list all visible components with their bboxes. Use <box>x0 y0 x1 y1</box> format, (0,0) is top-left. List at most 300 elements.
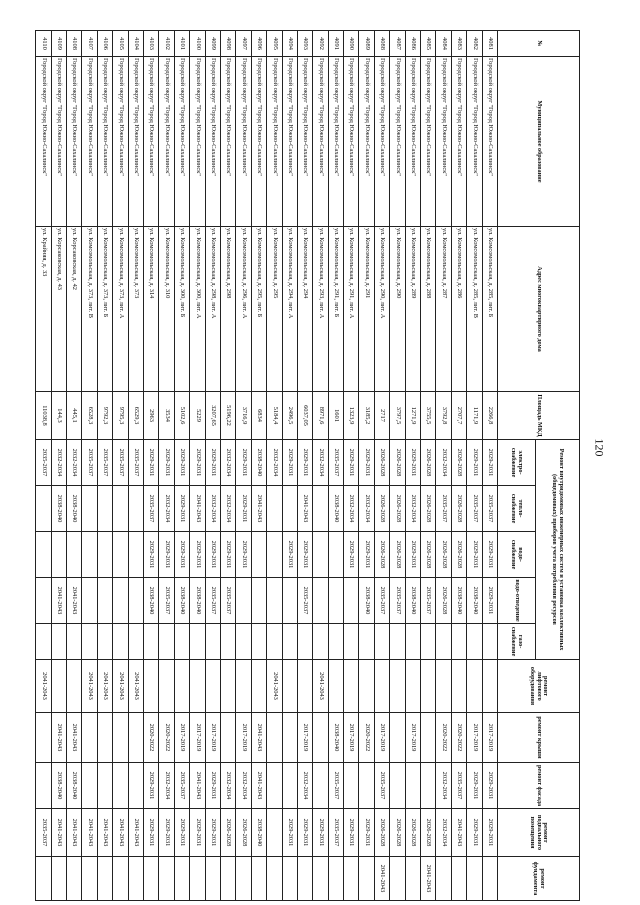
cell-foundation <box>159 857 174 901</box>
cell-roof: 2017-2019 <box>374 713 389 763</box>
cell-roof: 2017-2019 <box>297 713 312 763</box>
cell-heat <box>97 486 112 532</box>
cell-num: 4103 <box>144 31 159 57</box>
cell-drain: 2038-2040 <box>359 578 374 624</box>
cell-roof <box>282 713 297 763</box>
cell-heat: 2032-2034 <box>344 486 359 532</box>
cell-municipality: Городской округ "Город Южно-Сахалинск" <box>328 57 343 227</box>
cell-num: 4109 <box>51 31 66 57</box>
cell-basement: 2029-2031 <box>282 809 297 857</box>
cell-address: ул. Корсаковская, д. 42 <box>67 227 82 392</box>
cell-water: 2029-2031 <box>236 532 251 578</box>
header-gas: газо-снабжение <box>498 624 536 660</box>
cell-roof: 2020-2022 <box>159 713 174 763</box>
cell-gas <box>267 624 282 660</box>
cell-num: 4107 <box>82 31 97 57</box>
cell-num: 4101 <box>174 31 189 57</box>
cell-water <box>128 532 143 578</box>
header-facade: ремонт фасада <box>498 763 580 809</box>
cell-roof <box>421 713 436 763</box>
cell-lift <box>51 660 66 713</box>
cell-drain: 2041-2043 <box>51 578 66 624</box>
cell-area: 3207,65 <box>205 392 220 440</box>
cell-electro: 2032-2034 <box>267 440 282 486</box>
cell-foundation <box>344 857 359 901</box>
cell-roof <box>128 713 143 763</box>
cell-lift <box>144 660 159 713</box>
cell-gas <box>344 624 359 660</box>
header-water: водо-снабжение <box>498 532 536 578</box>
cell-municipality: Городской округ "Город Южно-Сахалинск" <box>344 57 359 227</box>
cell-gas <box>67 624 82 660</box>
cell-water <box>36 532 51 578</box>
cell-municipality: Городской округ "Город Южно-Сахалинск" <box>297 57 312 227</box>
cell-water <box>251 532 266 578</box>
cell-roof <box>82 713 97 763</box>
cell-municipality: Городской округ "Город Южно-Сахалинск" <box>267 57 282 227</box>
cell-basement: 2032-2034 <box>436 809 451 857</box>
cell-facade: 2035-2037 <box>328 763 343 809</box>
cell-municipality: Городской округ "Город Южно-Сахалинск" <box>313 57 328 227</box>
cell-area: 2963 <box>144 392 159 440</box>
cell-num: 4095 <box>267 31 282 57</box>
cell-facade <box>113 763 128 809</box>
cell-foundation <box>144 857 159 901</box>
cell-heat: 2035-2037 <box>482 486 497 532</box>
cell-heat: 2032-2034 <box>359 486 374 532</box>
cell-lift <box>421 660 436 713</box>
cell-heat: 2032-2034 <box>405 486 420 532</box>
cell-basement: 2029-2031 <box>359 809 374 857</box>
cell-drain: 2029-2031 <box>482 578 497 624</box>
cell-lift <box>190 660 205 713</box>
cell-municipality: Городской округ "Город Южно-Сахалинск" <box>451 57 466 227</box>
cell-num: 4089 <box>359 31 374 57</box>
cell-water: 2029-2031 <box>282 532 297 578</box>
cell-basement: 2041-2043 <box>51 809 66 857</box>
cell-municipality: Городской округ "Город Южно-Сахалинск" <box>251 57 266 227</box>
cell-lift: 2041-2043 <box>36 660 51 713</box>
cell-electro: 2035-2037 <box>113 440 128 486</box>
cell-gas <box>451 624 466 660</box>
cell-foundation <box>282 857 297 901</box>
cell-lift <box>205 660 220 713</box>
cell-drain: 2041-2043 <box>67 578 82 624</box>
cell-num: 4100 <box>190 31 205 57</box>
table-row <box>313 31 328 901</box>
cell-electro: 2035-2037 <box>36 440 51 486</box>
cell-roof: 2020-2022 <box>436 713 451 763</box>
cell-roof <box>390 713 405 763</box>
cell-roof <box>313 713 328 763</box>
cell-gas <box>390 624 405 660</box>
cell-lift <box>251 660 266 713</box>
cell-gas <box>220 624 235 660</box>
cell-lift <box>297 660 312 713</box>
cell-address: ул. Комсомольская, д. 285, лит. В <box>467 227 482 392</box>
cell-heat: 2041-2043 <box>190 486 205 532</box>
table-row <box>451 31 466 901</box>
cell-roof: 2020-2022 <box>451 713 466 763</box>
cell-municipality: Городской округ "Город Южно-Сахалинск" <box>405 57 420 227</box>
table-row <box>159 31 174 901</box>
cell-facade <box>344 763 359 809</box>
cell-heat <box>128 486 143 532</box>
cell-lift <box>159 660 174 713</box>
cell-address: ул. Комсомольская, д. 289 <box>405 227 420 392</box>
cell-address: ул. Комсомольская, д. 291 <box>359 227 374 392</box>
cell-roof: 2017-2019 <box>236 713 251 763</box>
cell-address: ул. Комсомольская, д. 373, лит. А <box>113 227 128 392</box>
cell-municipality: Городской округ "Город Южно-Сахалинск" <box>236 57 251 227</box>
cell-address: ул. Комсомольская, д. 291, лит. А <box>344 227 359 392</box>
cell-foundation <box>482 857 497 901</box>
cell-drain: 2035-2037 <box>159 578 174 624</box>
cell-address: ул. Комсомольская, д. 290 <box>390 227 405 392</box>
cell-water: 2029-2031 <box>359 532 374 578</box>
cell-num: 4104 <box>128 31 143 57</box>
cell-gas <box>113 624 128 660</box>
cell-foundation <box>190 857 205 901</box>
cell-heat <box>82 486 97 532</box>
cell-area: 5102,6 <box>174 392 189 440</box>
cell-area: 6528,3 <box>82 392 97 440</box>
cell-area: 5229 <box>190 392 205 440</box>
cell-basement: 2029-2031 <box>174 809 189 857</box>
cell-num: 4108 <box>67 31 82 57</box>
cell-water: 2029-2031 <box>482 532 497 578</box>
cell-lift <box>467 660 482 713</box>
cell-area: 1171,9 <box>467 392 482 440</box>
document-sheet <box>40 30 580 900</box>
cell-water: 2026-2028 <box>451 532 466 578</box>
cell-drain: 2038-2040 <box>144 578 159 624</box>
cell-basement: 2035-2037 <box>328 809 343 857</box>
cell-water: 2026-2028 <box>374 532 389 578</box>
cell-num: 4110 <box>36 31 51 57</box>
cell-basement <box>267 809 282 857</box>
cell-foundation <box>405 857 420 901</box>
cell-water: 2029-2031 <box>205 532 220 578</box>
cell-num: 4105 <box>113 31 128 57</box>
cell-num: 4097 <box>236 31 251 57</box>
cell-drain: 2035-2037 <box>220 578 235 624</box>
cell-heat <box>267 486 282 532</box>
cell-municipality: Городской округ "Город Южно-Сахалинск" <box>144 57 159 227</box>
cell-gas <box>313 624 328 660</box>
cell-facade <box>405 763 420 809</box>
cell-basement: 2029-2031 <box>297 809 312 857</box>
table-row <box>174 31 189 901</box>
cell-heat: 2032-2034 <box>159 486 174 532</box>
cell-address: ул. Комсомольская, д. 300, лит. Б <box>174 227 189 392</box>
cell-water: 2026-2028 <box>421 532 436 578</box>
cell-address: ул. Комсомольская, д. 293, лит. А <box>313 227 328 392</box>
cell-num: 4090 <box>344 31 359 57</box>
cell-water <box>51 532 66 578</box>
table-row <box>190 31 205 901</box>
cell-electro: 2032-2034 <box>67 440 82 486</box>
header-foundation: ремонт фундамента <box>498 857 580 901</box>
table-row <box>390 31 405 901</box>
cell-heat: 2041-2043 <box>251 486 266 532</box>
cell-area: 2266,8 <box>482 392 497 440</box>
cell-area: 6834 <box>251 392 266 440</box>
cell-gas <box>36 624 51 660</box>
cell-basement: 2026-2028 <box>405 809 420 857</box>
cell-lift <box>374 660 389 713</box>
cell-facade: 2032-2034 <box>297 763 312 809</box>
cell-drain <box>251 578 266 624</box>
table-row <box>236 31 251 901</box>
cell-drain <box>267 578 282 624</box>
cell-lift <box>174 660 189 713</box>
cell-municipality: Городской округ "Город Южно-Сахалинск" <box>482 57 497 227</box>
cell-gas <box>359 624 374 660</box>
cell-basement: 2041-2043 <box>113 809 128 857</box>
cell-num: 4091 <box>328 31 343 57</box>
cell-foundation <box>236 857 251 901</box>
cell-foundation <box>359 857 374 901</box>
cell-address: ул. Комсомольская, д. 300, лит. А <box>190 227 205 392</box>
cell-facade <box>359 763 374 809</box>
cell-num: 4099 <box>205 31 220 57</box>
cell-roof: 2041-2043 <box>67 713 82 763</box>
cell-area: 3534 <box>159 392 174 440</box>
cell-area: 5184,4 <box>267 392 282 440</box>
cell-roof: 2017-2019 <box>405 713 420 763</box>
cell-address: ул. Комсомольская, д. 294, лит. А <box>282 227 297 392</box>
cell-basement: 2041-2043 <box>67 809 82 857</box>
cell-heat: 2038-2040 <box>51 486 66 532</box>
cell-num: 4093 <box>297 31 312 57</box>
repair-schedule-table <box>35 30 580 901</box>
cell-facade: 2032-2034 <box>159 763 174 809</box>
cell-roof: 2017-2019 <box>344 713 359 763</box>
cell-basement: 2026-2028 <box>220 809 235 857</box>
cell-basement: 2029-2031 <box>482 809 497 857</box>
cell-drain <box>128 578 143 624</box>
cell-electro: 2029-2031 <box>482 440 497 486</box>
cell-area: 3755,5 <box>421 392 436 440</box>
cell-lift <box>220 660 235 713</box>
cell-roof: 2041-2043 <box>251 713 266 763</box>
cell-area: 144,3 <box>51 392 66 440</box>
cell-address: ул. Комсомольская, д. 290, лит. А <box>374 227 389 392</box>
cell-gas <box>405 624 420 660</box>
cell-address: ул. Комсомольская, д. 298, лит. А <box>205 227 220 392</box>
cell-heat: 2032-2034 <box>220 486 235 532</box>
cell-area: 445,1 <box>67 392 82 440</box>
cell-water <box>113 532 128 578</box>
cell-municipality: Городской округ "Город Южно-Сахалинск" <box>97 57 112 227</box>
cell-num: 4088 <box>374 31 389 57</box>
cell-address: ул. Комсомольская, д. 285, лит. Б <box>482 227 497 392</box>
table-row <box>282 31 297 901</box>
table-row <box>251 31 266 901</box>
cell-heat <box>113 486 128 532</box>
table-row <box>144 31 159 901</box>
cell-electro: 2029-2031 <box>405 440 420 486</box>
cell-heat <box>282 486 297 532</box>
cell-electro: 2032-2034 <box>220 440 235 486</box>
cell-electro: 2035-2037 <box>97 440 112 486</box>
cell-area: 2496,5 <box>282 392 297 440</box>
cell-facade <box>421 763 436 809</box>
cell-heat <box>36 486 51 532</box>
cell-water: 2029-2031 <box>190 532 205 578</box>
cell-municipality: Городской округ "Город Южно-Сахалинск" <box>113 57 128 227</box>
cell-facade: 2032-2034 <box>220 763 235 809</box>
cell-foundation <box>113 857 128 901</box>
cell-roof: 2020-2022 <box>359 713 374 763</box>
cell-foundation <box>328 857 343 901</box>
cell-address: ул. Комсомольская, д. 296, лит. А <box>236 227 251 392</box>
cell-lift: 2041-2043 <box>97 660 112 713</box>
table-row <box>328 31 343 901</box>
cell-address: ул. Комсомольская, д. 295 <box>267 227 282 392</box>
cell-water <box>67 532 82 578</box>
cell-lift <box>359 660 374 713</box>
cell-electro: 2026-2028 <box>421 440 436 486</box>
cell-heat: 2029-2031 <box>174 486 189 532</box>
header-basement: ремонт подвального помещения <box>498 809 580 857</box>
cell-foundation <box>220 857 235 901</box>
cell-area: 6037,05 <box>297 392 312 440</box>
cell-gas <box>205 624 220 660</box>
cell-drain <box>282 578 297 624</box>
cell-roof: 2017-2019 <box>190 713 205 763</box>
cell-municipality: Городской округ "Город Южно-Сахалинск" <box>190 57 205 227</box>
cell-municipality: Городской округ "Город Южно-Сахалинск" <box>205 57 220 227</box>
cell-basement: 2029-2031 <box>159 809 174 857</box>
cell-foundation <box>251 857 266 901</box>
cell-facade: 2032-2034 <box>436 763 451 809</box>
cell-address: ул. Комсомольская, д. 373, лит. Б <box>97 227 112 392</box>
cell-roof: 2041-2043 <box>51 713 66 763</box>
cell-area: 9792,3 <box>97 392 112 440</box>
cell-heat: 2026-2028 <box>390 486 405 532</box>
cell-facade <box>97 763 112 809</box>
cell-municipality: Городской округ "Город Южно-Сахалинск" <box>36 57 51 227</box>
cell-roof <box>113 713 128 763</box>
cell-electro: 2035-2037 <box>128 440 143 486</box>
table-row <box>344 31 359 901</box>
table-row <box>97 31 112 901</box>
cell-lift: 2041-2043 <box>113 660 128 713</box>
cell-foundation: 2041-2043 <box>374 857 389 901</box>
cell-facade: 2029-2031 <box>467 763 482 809</box>
cell-electro: 2035-2037 <box>82 440 97 486</box>
cell-address: ул. Комсомольская, д. 310 <box>159 227 174 392</box>
cell-roof: 2017-2019 <box>174 713 189 763</box>
table-row <box>405 31 420 901</box>
cell-municipality: Городской округ "Город Южно-Сахалинск" <box>282 57 297 227</box>
table-row <box>436 31 451 901</box>
cell-gas <box>159 624 174 660</box>
cell-drain: 2035-2037 <box>297 578 312 624</box>
cell-num: 4087 <box>390 31 405 57</box>
cell-area: 1601 <box>328 392 343 440</box>
cell-gas <box>297 624 312 660</box>
cell-area: 3797,5 <box>390 392 405 440</box>
cell-foundation <box>82 857 97 901</box>
cell-roof <box>220 713 235 763</box>
cell-gas <box>128 624 143 660</box>
cell-facade: 2038-2040 <box>67 763 82 809</box>
cell-electro: 2026-2028 <box>390 440 405 486</box>
cell-foundation <box>174 857 189 901</box>
cell-address: ул. Комсомольская, д. 373 <box>128 227 143 392</box>
cell-gas <box>82 624 97 660</box>
cell-foundation <box>51 857 66 901</box>
cell-facade: 2038-2040 <box>51 763 66 809</box>
cell-lift <box>405 660 420 713</box>
header-engineering-systems: Ремонт внутридомовых инженерных систем и установка коллективных (общедомовых) приборов учета потребления ресурсов <box>536 440 580 660</box>
cell-basement: 2029-2031 <box>313 809 328 857</box>
cell-area: 2707,7 <box>451 392 466 440</box>
cell-lift: 2041-2043 <box>313 660 328 713</box>
cell-basement: 2035-2037 <box>36 809 51 857</box>
cell-electro: 2032-2034 <box>313 440 328 486</box>
cell-drain: 2038-2040 <box>467 578 482 624</box>
cell-foundation <box>451 857 466 901</box>
cell-address: ул. Комсомольская, д. 286 <box>451 227 466 392</box>
rotated-table-container <box>40 30 580 900</box>
header-drain: водо-отведение <box>498 578 536 624</box>
cell-drain: 2035-2037 <box>421 578 436 624</box>
cell-num: 4086 <box>405 31 420 57</box>
cell-roof: 2038-2040 <box>328 713 343 763</box>
cell-gas <box>374 624 389 660</box>
cell-drain: 2038-2040 <box>190 578 205 624</box>
cell-water <box>97 532 112 578</box>
cell-num: 4092 <box>313 31 328 57</box>
table-row <box>113 31 128 901</box>
cell-drain <box>344 578 359 624</box>
cell-area: 3716,9 <box>236 392 251 440</box>
cell-electro: 2029-2031 <box>344 440 359 486</box>
cell-gas <box>190 624 205 660</box>
cell-gas <box>328 624 343 660</box>
cell-lift: 2041-2043 <box>82 660 97 713</box>
cell-facade <box>390 763 405 809</box>
cell-facade: 2032-2034 <box>236 763 251 809</box>
header-electro: электро-снабжение <box>498 440 536 486</box>
header-lift: ремонт лифтового оборудования <box>498 660 580 713</box>
cell-municipality: Городской округ "Город Южно-Сахалинск" <box>467 57 482 227</box>
cell-num: 4081 <box>482 31 497 57</box>
cell-heat: 2038-2040 <box>67 486 82 532</box>
header-address: Адрес многоквартирного дома <box>498 227 580 392</box>
cell-basement: 2026-2028 <box>236 809 251 857</box>
cell-heat: 2038-2040 <box>328 486 343 532</box>
cell-lift <box>436 660 451 713</box>
cell-roof <box>97 713 112 763</box>
cell-municipality: Городской округ "Город Южно-Сахалинск" <box>374 57 389 227</box>
cell-electro: 2029-2031 <box>282 440 297 486</box>
cell-heat: 2041-2043 <box>297 486 312 532</box>
cell-roof: 2017-2019 <box>467 713 482 763</box>
cell-drain <box>36 578 51 624</box>
cell-facade: 2041-2043 <box>190 763 205 809</box>
cell-foundation <box>67 857 82 901</box>
cell-gas <box>144 624 159 660</box>
cell-heat: 2026-2028 <box>451 486 466 532</box>
cell-address: ул. Крайняя, д. 33 <box>36 227 51 392</box>
cell-electro: 2026-2028 <box>374 440 389 486</box>
table-row <box>267 31 282 901</box>
